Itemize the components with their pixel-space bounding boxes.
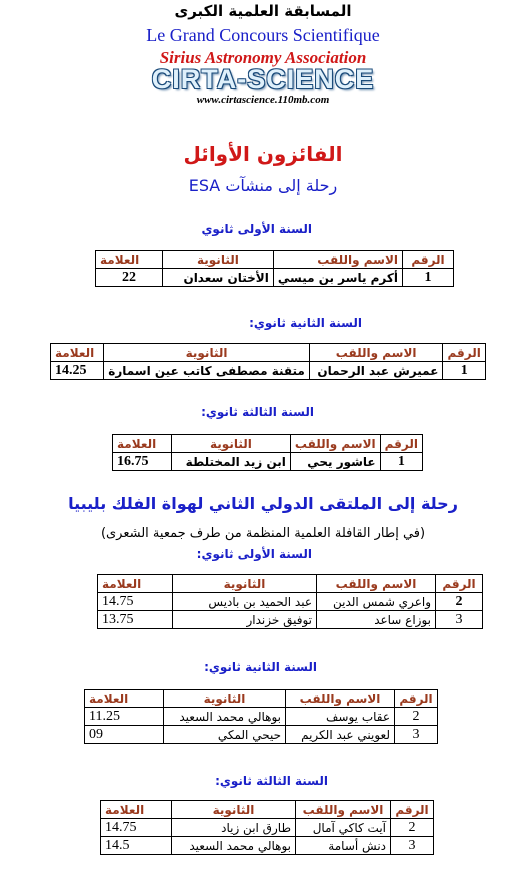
score-cell: 22 — [96, 269, 163, 287]
name-cell: أكرم ياسر بن ميسي — [273, 269, 402, 287]
col-rank: الرقم — [443, 344, 486, 362]
col-score: العلامة — [51, 344, 104, 362]
rank-cell: 3 — [391, 837, 434, 855]
school-cell: الأختان سعدان — [163, 269, 274, 287]
title-french: Le Grand Concours Scientifique — [146, 25, 380, 45]
score-cell: 13.75 — [98, 611, 173, 629]
school-cell: طارق ابن زياد — [172, 819, 296, 837]
rank-cell: 3 — [436, 611, 483, 629]
col-name: الاسم واللقب — [296, 801, 391, 819]
school-cell: حيحي المكي — [164, 726, 286, 744]
table-row — [98, 593, 483, 611]
col-school: الثانوية — [173, 575, 317, 593]
trip2-subtitle: (في إطار القافلة العلمية المنظمة من طرف جمعية الشعرى) — [100, 526, 426, 541]
col-name: الاسم واللقب — [290, 435, 380, 453]
score-cell: 14.75 — [98, 593, 173, 611]
table-row — [98, 611, 483, 629]
results-table — [50, 343, 486, 380]
name-cell: عميرش عبد الرحمان — [309, 362, 443, 380]
name-cell: عقاب يوسف — [286, 708, 395, 726]
score-cell: 11.25 — [85, 708, 164, 726]
school-cell: توفيق خزندار — [173, 611, 317, 629]
cirta-science-logo: CIRTA-SCIENCE — [151, 64, 375, 94]
col-rank: الرقم — [403, 251, 454, 269]
col-score: العلامة — [101, 801, 172, 819]
col-name: الاسم واللقب — [309, 344, 443, 362]
score-cell: 09 — [85, 726, 164, 744]
name-cell: بوزاع ساعد — [317, 611, 436, 629]
table-row — [101, 819, 434, 837]
level-label: السنة الثانية ثانوي: — [249, 316, 362, 330]
name-cell: عاشور يحي — [290, 453, 380, 471]
trip1-heading: رحلة إلى منشآت ESA — [188, 176, 338, 195]
results-table — [112, 434, 423, 471]
name-cell: لعويني عبد الكريم — [286, 726, 395, 744]
score-cell: 14.5 — [101, 837, 172, 855]
col-score: العلامة — [98, 575, 173, 593]
col-school: الثانوية — [104, 344, 310, 362]
col-rank: الرقم — [436, 575, 483, 593]
winners-heading: الفائزون الأوائل — [183, 142, 343, 166]
rank-cell: 2 — [395, 708, 438, 726]
table-row — [51, 362, 486, 380]
rank-cell: 2 — [436, 593, 483, 611]
level-label: السنة الأولى ثانوي — [201, 222, 312, 236]
rank-cell: 1 — [443, 362, 486, 380]
school-cell: متقنة مصطفى كاتب عين اسمارة — [104, 362, 310, 380]
level-label: السنة الثانية ثانوي: — [204, 660, 317, 674]
col-school: الثانوية — [164, 690, 286, 708]
table-row — [85, 726, 438, 744]
score-cell: 16.75 — [113, 453, 172, 471]
col-score: العلامة — [85, 690, 164, 708]
rank-cell: 3 — [395, 726, 438, 744]
table-row — [113, 453, 423, 471]
results-table — [84, 689, 438, 744]
level-label: السنة الأولى ثانوي: — [196, 547, 312, 561]
school-cell: عبد الحميد بن باديس — [173, 593, 317, 611]
rank-cell: 1 — [403, 269, 454, 287]
score-cell: 14.75 — [101, 819, 172, 837]
col-rank: الرقم — [391, 801, 434, 819]
col-school: الثانوية — [172, 801, 296, 819]
results-table — [97, 574, 483, 629]
col-school: الثانوية — [172, 435, 291, 453]
title-arabic: المسابقة العلمية الكبرى — [174, 2, 352, 20]
level-label: السنة الثالثة ثانوي: — [201, 405, 314, 419]
association-name: Sirius Astronomy Association — [159, 48, 367, 67]
col-school: الثانوية — [163, 251, 274, 269]
table-row — [85, 708, 438, 726]
col-name: الاسم واللقب — [286, 690, 395, 708]
name-cell: دنش أسامة — [296, 837, 391, 855]
col-name: الاسم واللقب — [273, 251, 402, 269]
school-cell: بوهالي محمد السعيد — [164, 708, 286, 726]
results-table — [100, 800, 434, 855]
rank-cell: 1 — [380, 453, 422, 471]
name-cell: واعري شمس الدين — [317, 593, 436, 611]
table-row — [96, 269, 454, 287]
col-name: الاسم واللقب — [317, 575, 436, 593]
col-rank: الرقم — [380, 435, 422, 453]
website-url[interactable]: www.cirtascience.110mb.com — [196, 94, 330, 106]
results-table — [95, 250, 454, 287]
score-cell: 14.25 — [51, 362, 104, 380]
school-cell: ابن زيد المختلطة — [172, 453, 291, 471]
col-rank: الرقم — [395, 690, 438, 708]
school-cell: بوهالي محمد السعيد — [172, 837, 296, 855]
table-row — [101, 837, 434, 855]
name-cell: آيت كاكي آمال — [296, 819, 391, 837]
col-score: العلامة — [96, 251, 163, 269]
trip2-heading: رحلة إلى الملتقى الدولي الثاني لهواة الفلك بليبيا — [68, 494, 458, 513]
level-label: السنة الثالثة ثانوي: — [215, 774, 328, 788]
col-score: العلامة — [113, 435, 172, 453]
rank-cell: 2 — [391, 819, 434, 837]
